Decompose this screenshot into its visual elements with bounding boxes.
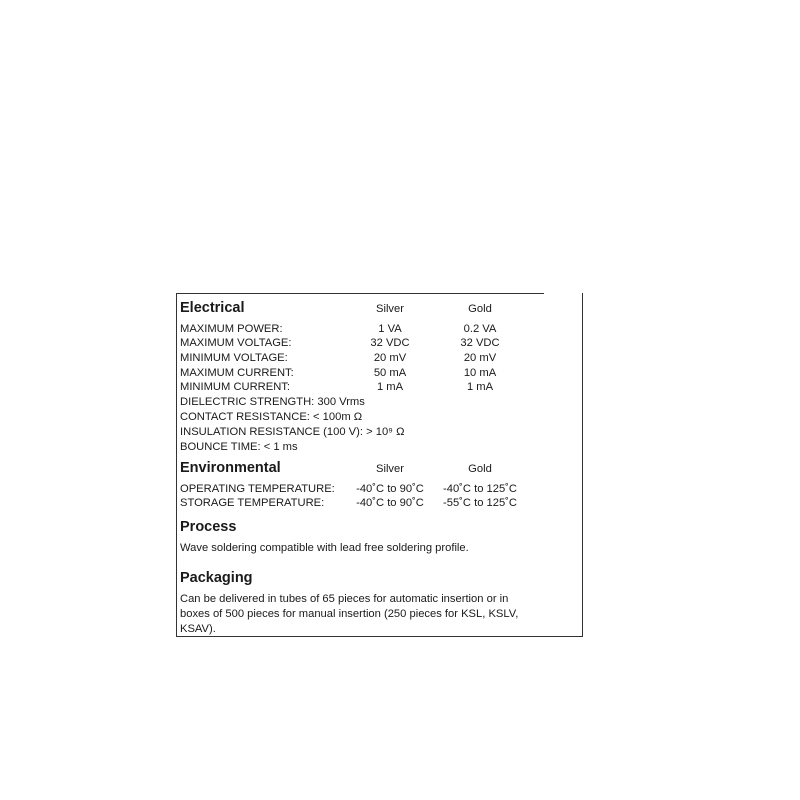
- environmental-row-label: STORAGE TEMPERATURE:: [180, 497, 325, 509]
- electrical-row-gold: 0.2 VA: [463, 323, 497, 335]
- packaging-heading: Packaging: [180, 570, 253, 586]
- electrical-note: BOUNCE TIME: < 1 ms: [180, 441, 298, 453]
- electrical-row-silver: 32 VDC: [370, 337, 410, 349]
- electrical-note: DIELECTRIC STRENGTH: 300 Vrms: [180, 396, 365, 408]
- environmental-row-gold: -40˚C to 125˚C: [443, 483, 517, 495]
- electrical-col-silver: Silver: [376, 303, 404, 315]
- top-rule: [176, 293, 544, 294]
- electrical-heading: Electrical: [180, 300, 245, 316]
- environmental-col-gold: Gold: [468, 463, 492, 475]
- environmental-row-gold: -55˚C to 125˚C: [443, 497, 517, 509]
- electrical-row-silver: 1 mA: [376, 381, 404, 393]
- electrical-row-silver: 1 VA: [378, 323, 402, 335]
- electrical-note: INSULATION RESISTANCE (100 V): > 10⁹ Ω: [180, 426, 405, 438]
- electrical-col-gold: Gold: [468, 303, 492, 315]
- electrical-row-gold: 10 mA: [463, 367, 497, 379]
- electrical-row-gold: 20 mV: [463, 352, 497, 364]
- environmental-row-label: OPERATING TEMPERATURE:: [180, 483, 335, 495]
- environmental-row-silver: -40˚C to 90˚C: [356, 483, 424, 495]
- electrical-row-label: MAXIMUM VOLTAGE:: [180, 337, 292, 349]
- environmental-heading: Environmental: [180, 460, 281, 476]
- electrical-note: CONTACT RESISTANCE: < 100m Ω: [180, 411, 363, 423]
- electrical-row-gold: 32 VDC: [460, 337, 500, 349]
- electrical-row-silver: 20 mV: [373, 352, 407, 364]
- electrical-row-silver: 50 mA: [373, 367, 407, 379]
- electrical-row-label: MINIMUM CURRENT:: [180, 381, 290, 393]
- environmental-row-silver: -40˚C to 90˚C: [356, 497, 424, 509]
- environmental-col-silver: Silver: [376, 463, 404, 475]
- electrical-row-gold: 1 mA: [466, 381, 494, 393]
- electrical-row-label: MINIMUM VOLTAGE:: [180, 352, 288, 364]
- packaging-text: Can be delivered in tubes of 65 pieces for automatic insertion or in boxes of 500 pieces for manual insertion (250 pieces for KSL, KSLV, KSAV).: [180, 593, 519, 635]
- process-heading: Process: [180, 519, 237, 535]
- electrical-row-label: MAXIMUM CURRENT:: [180, 367, 294, 379]
- process-text: Wave soldering compatible with lead free soldering profile.: [180, 542, 469, 554]
- electrical-row-label: MAXIMUM POWER:: [180, 323, 283, 335]
